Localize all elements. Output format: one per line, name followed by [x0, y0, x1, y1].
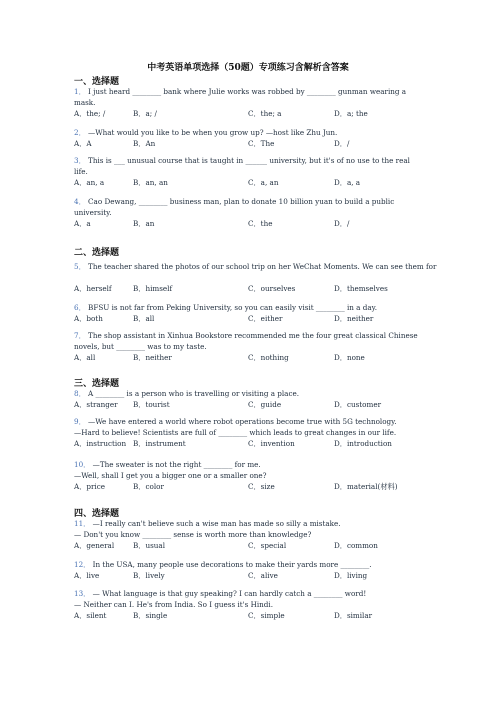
answer-option[interactable]: D．/ — [334, 138, 350, 148]
section-heading: 一、选择题 — [74, 77, 120, 87]
question-number: 9． — [74, 417, 86, 426]
answer-option[interactable]: B．An — [133, 138, 156, 148]
answer-option[interactable]: D．themselves — [334, 283, 388, 293]
question-stem: 10． —The sweater is not the right ________ for me. — [74, 460, 261, 469]
answer-option[interactable]: D．a, a — [334, 177, 361, 187]
question-stem: 3． This is ___ unusual course that is taught in ______ university, but it's of no use to the real — [74, 156, 410, 165]
answer-option[interactable]: A．general — [74, 540, 115, 550]
question-stem-continued: novels, but ________ was to my taste. — [74, 341, 207, 351]
answer-option[interactable]: A．herself — [74, 283, 112, 293]
answer-option[interactable]: C．nothing — [248, 352, 289, 362]
question-number: 5． — [74, 262, 86, 271]
question-stem: 9． —We have entered a world where robot operations become true with 5G technology. — [74, 417, 397, 426]
answer-option[interactable]: D．similar — [334, 610, 373, 620]
answer-option[interactable]: A．stranger — [74, 399, 118, 409]
answer-option[interactable]: D．common — [334, 540, 378, 550]
answer-option[interactable]: A．A — [74, 138, 92, 148]
answer-option[interactable]: A．instruction — [74, 438, 127, 448]
document-title: 中考英语单项选择（50题）专项练习含解析含答案 — [147, 63, 349, 73]
answer-option[interactable]: B．single — [133, 610, 168, 620]
question-stem: 13． — What language is that guy speaking? I can hardly catch a ________ word! — [74, 589, 367, 598]
answer-option[interactable]: B．lively — [133, 570, 165, 580]
answer-option[interactable]: C．The — [248, 138, 275, 148]
question-number: 7． — [74, 331, 86, 340]
answer-option[interactable]: A．both — [74, 313, 103, 323]
question-number: 6． — [74, 303, 86, 312]
question-stem: 7． The shop assistant in Xinhua Bookstore recommended me the four great classical Chinese — [74, 331, 418, 340]
answer-option[interactable]: C．guide — [248, 399, 282, 409]
answer-option[interactable]: B．himself — [133, 283, 173, 293]
question-stem: 2． —What would you like to be when you grow up? —host like Zhu Jun. — [74, 128, 338, 137]
question-number: 3． — [74, 156, 86, 165]
question-stem-continued: life. — [74, 166, 88, 176]
answer-option[interactable]: A．live — [74, 570, 100, 580]
answer-option[interactable]: B．an — [133, 218, 155, 228]
answer-option[interactable]: A．all — [74, 352, 96, 362]
answer-option[interactable]: A．price — [74, 481, 105, 491]
answer-option[interactable]: B．usual — [133, 540, 165, 550]
answer-option[interactable]: B．an, an — [133, 177, 168, 187]
question-stem: 1． I just heard ________ bank where Julie works was robbed by ________ gunman wearing a — [74, 87, 407, 96]
answer-option[interactable]: C．size — [248, 481, 275, 491]
question-stem: 12． In the USA, many people use decorations to make their yards more ________. — [74, 560, 372, 569]
question-number: 12． — [74, 560, 91, 569]
answer-option[interactable]: D．living — [334, 570, 368, 580]
answer-option[interactable]: A．an, a — [74, 177, 105, 187]
question-stem: 4． Cao Dewang, ________ business man, plan to donate 10 billion yuan to build a public — [74, 197, 395, 206]
question-number: 10． — [74, 460, 91, 469]
answer-option[interactable]: A．a — [74, 218, 91, 228]
question-stem: 8． A ________ is a person who is travelling or visiting a place. — [74, 389, 300, 398]
answer-option[interactable]: C．invention — [248, 438, 295, 448]
answer-option[interactable]: C．alive — [248, 570, 278, 580]
question-number: 13． — [74, 589, 91, 598]
question-stem-continued: — Neither can I. He's from India. So I guess it's Hindi. — [74, 599, 273, 609]
question-stem-continued: mask. — [74, 97, 96, 107]
question-stem: 11． —I really can't believe such a wise man has made so silly a mistake. — [74, 519, 341, 528]
question-stem: 5． The teacher shared the photos of our school trip on her WeChat Moments. We can see them for — [74, 262, 437, 271]
question-number: 1． — [74, 87, 86, 96]
answer-option[interactable]: A．silent — [74, 610, 107, 620]
question-stem-continued: — Don't you know ________ sense is worth more than knowledge? — [74, 529, 312, 539]
question-number: 4． — [74, 197, 86, 206]
answer-option[interactable]: C．simple — [248, 610, 285, 620]
answer-option[interactable]: D．customer — [334, 399, 382, 409]
answer-option[interactable]: D．none — [334, 352, 365, 362]
question-number: 11． — [74, 519, 91, 528]
question-stem-continued: —Well, shall I get you a bigger one or a smaller one? — [74, 470, 267, 480]
answer-option[interactable]: C．ourselves — [248, 283, 296, 293]
answer-option[interactable]: C．the — [248, 218, 273, 228]
section-heading: 四、选择题 — [74, 509, 120, 519]
section-heading: 三、选择题 — [74, 379, 120, 389]
answer-option[interactable]: B．tourist — [133, 399, 170, 409]
question-number: 8． — [74, 389, 86, 398]
answer-option[interactable]: D．/ — [334, 218, 350, 228]
answer-option[interactable]: D．a; the — [334, 108, 368, 118]
answer-option[interactable]: C．special — [248, 540, 287, 550]
answer-option[interactable]: D．material(材料) — [334, 481, 398, 491]
answer-option[interactable]: A．the; / — [74, 108, 106, 118]
answer-option[interactable]: C．either — [248, 313, 283, 323]
answer-option[interactable]: D．introduction — [334, 438, 392, 448]
answer-option[interactable]: C．a, an — [248, 177, 279, 187]
answer-option[interactable]: B．a; / — [133, 108, 157, 118]
answer-option[interactable]: B．color — [133, 481, 164, 491]
question-stem-continued: —Hard to believe! Scientists are full of ________ which leads to great changes in our life. — [74, 427, 397, 437]
answer-option[interactable]: B．all — [133, 313, 155, 323]
section-heading: 二、选择题 — [74, 248, 120, 258]
question-number: 2． — [74, 128, 86, 137]
question-stem: 6． BFSU is not far from Peking University, so you can easily visit ________ in a day. — [74, 303, 378, 312]
answer-option[interactable]: C．the; a — [248, 108, 282, 118]
answer-option[interactable]: B．instrument — [133, 438, 186, 448]
question-stem-continued: university. — [74, 207, 112, 217]
answer-option[interactable]: D．neither — [334, 313, 374, 323]
answer-option[interactable]: B．neither — [133, 352, 172, 362]
